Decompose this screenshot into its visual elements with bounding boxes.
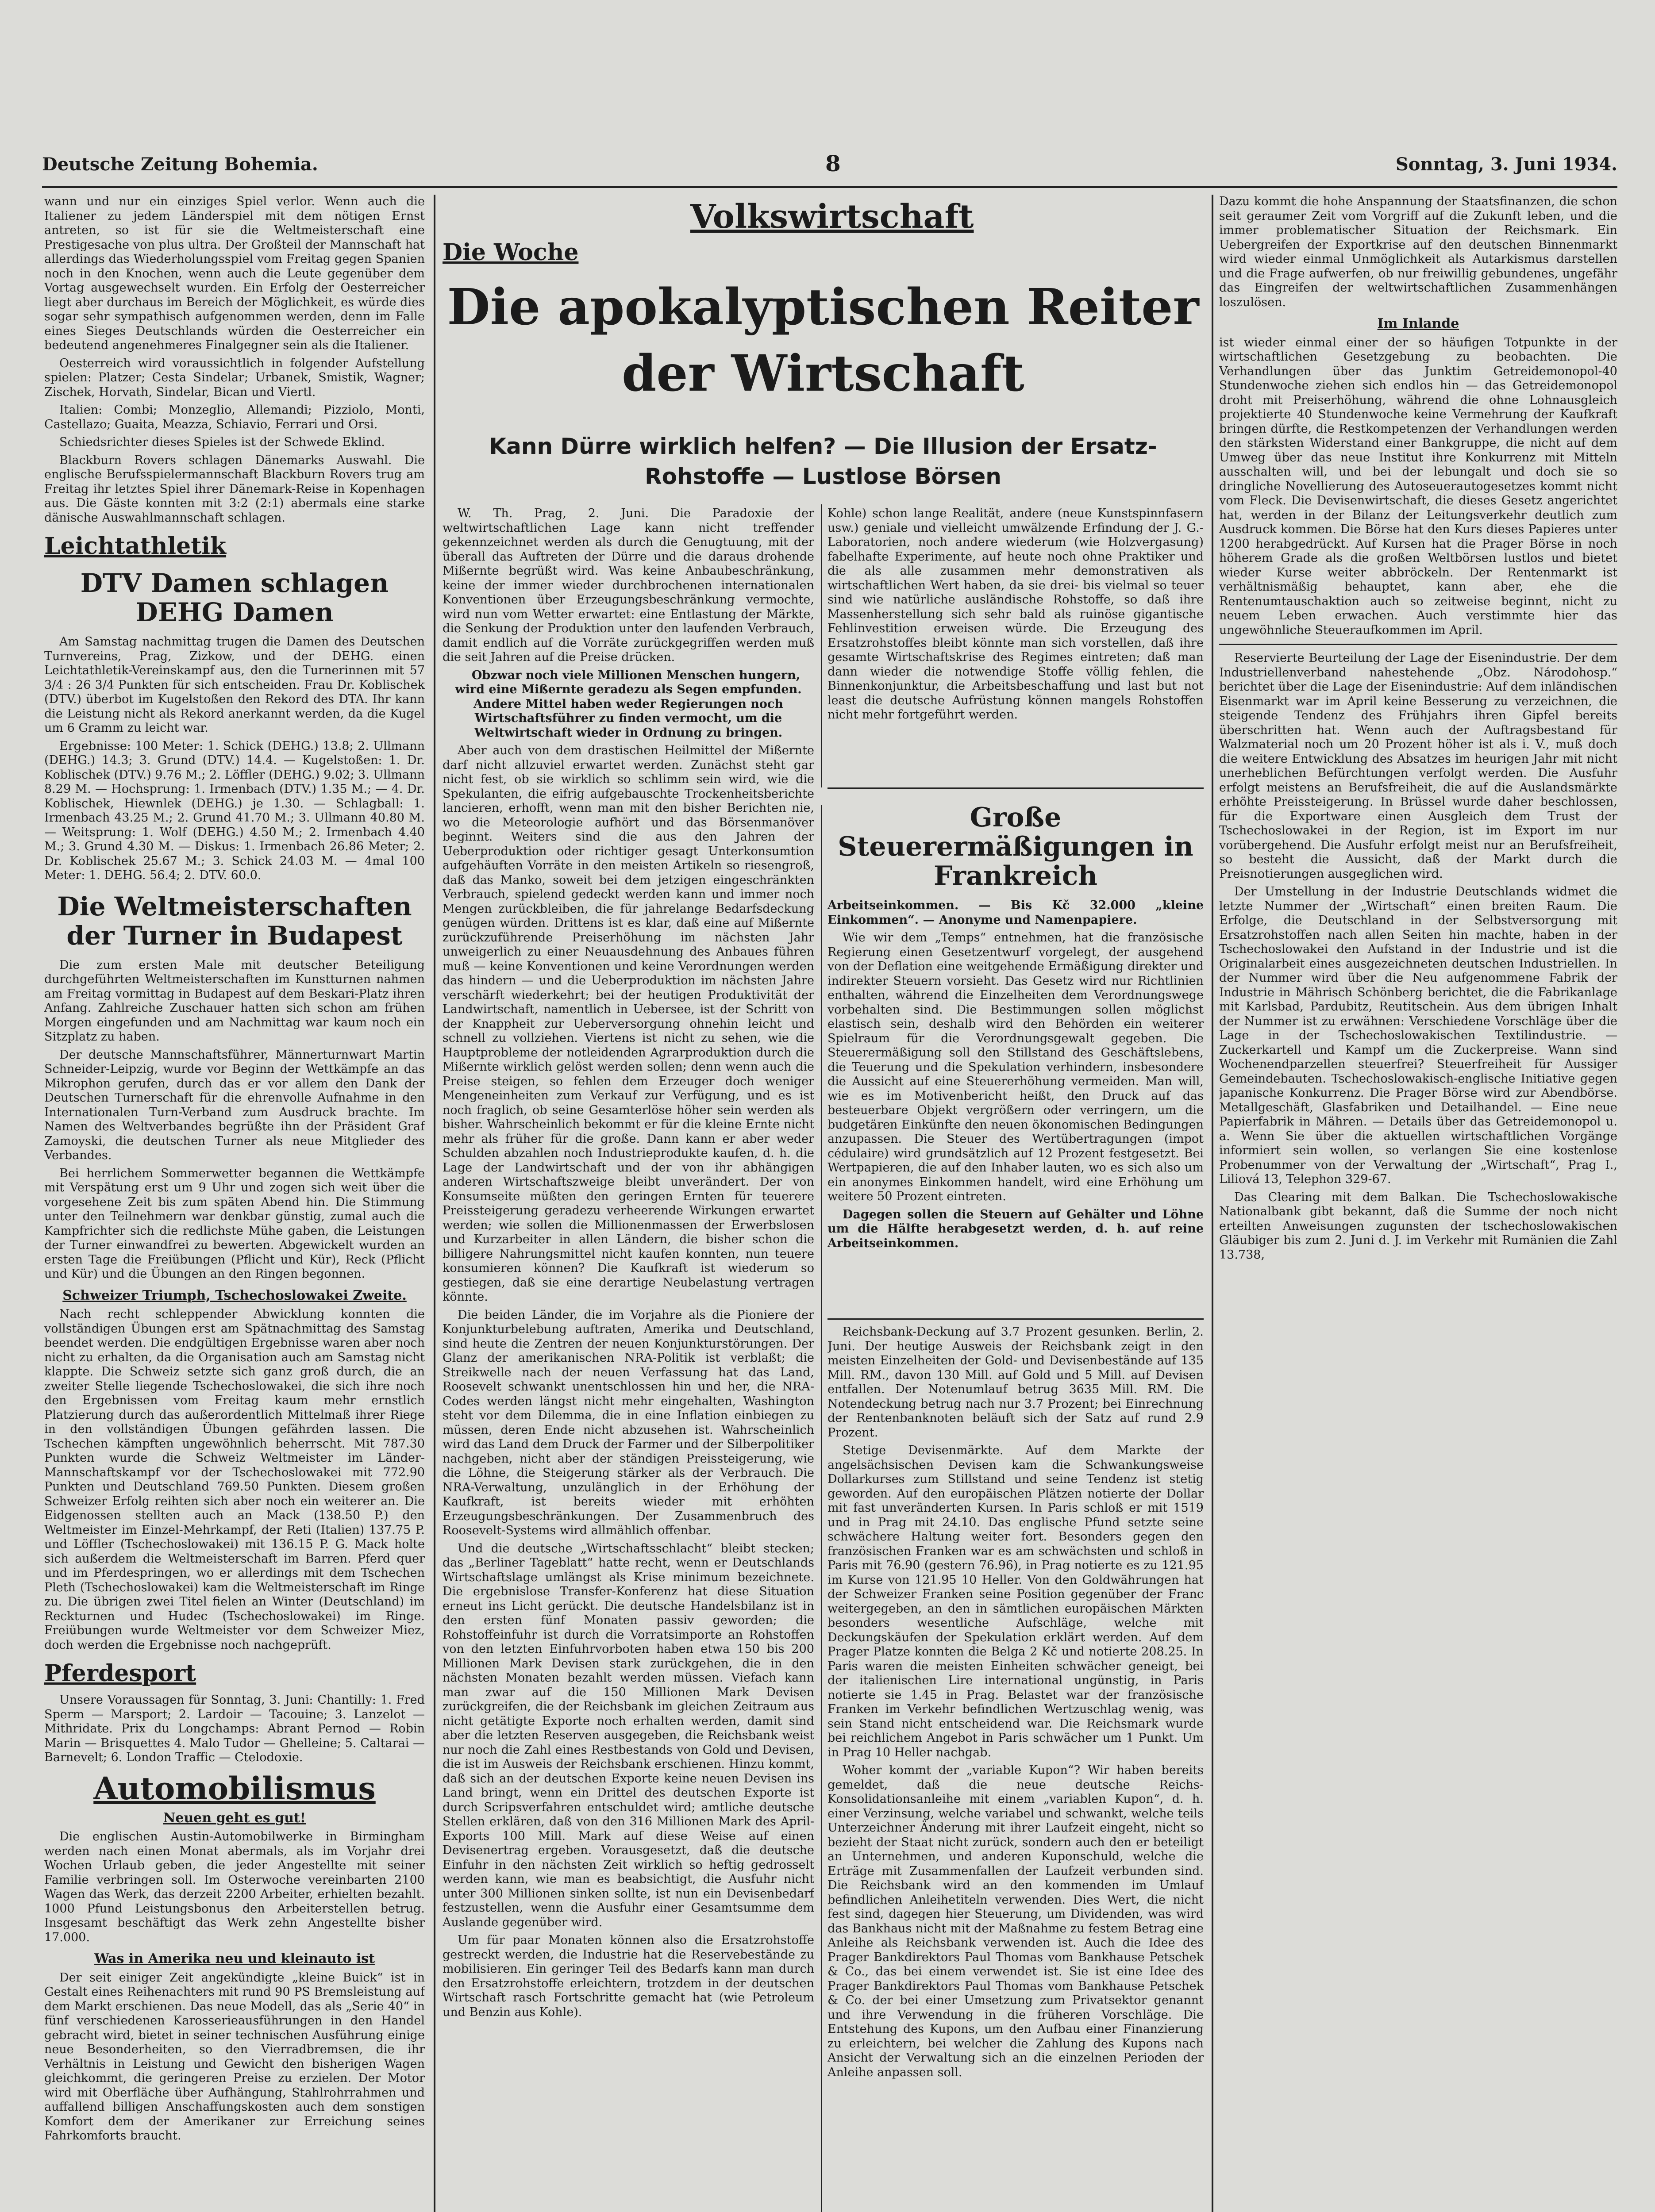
article-devisenmaerkte: Stetige Devisenmärkte. Auf dem Markte der angelsächsischen Devisen kam die Schwankungsweise Dollarkurses zum Stillstand und seine Tendenz ist stetig geworden. Auf den europäischen Plätzen notierte der Dollar mit fast unveränderten Kursen. In Paris schloß er mit 1519 und in Prag mit 24.10. Das englische Pfund setzte seine schwächere Haltung weiter fort. Besonders gegen den französischen Franken war es am schwächsten und schloß in Paris mit 76.90 (gestern 76.96), in Prag notierte es zu 121.95 im Kurse von 121.95 10 Heller. Von den Goldwährungen hat der Schweizer Franken seine Position gegenüber der Franc weitergegeben, an den in sämtlichen europäischen Märkten besonders wesentliche Aufschläge, welche mit Deckungskäufen der Spekulation erklärt werden. Auf dem Prager Platze konnten die Belga 2 Kč und notierte 208.25. In Paris waren die meisten Einheiten schwächer geneigt, bei der italienischen Lire international ungünstig, in Paris notierte sie 1.45 in Prag. Belastet war der französische Franken im Verkehr befindlichen Wertzuschlag wenig, was sein Stand nicht entscheidend war. Die Reichsmark wurde bei reichlichem Angebot in Paris schwächer um 1 Punkt. Um in Prag 10 Heller nachgab.: [828, 1444, 1204, 1759]
headline-im-inlande: Im Inlande: [1377, 316, 1459, 331]
article-inland: ist wieder einmal einer der so häufigen Totpunkte in der wirtschaftlichen Gesetzgebung zu beobachten. Die Verhandlungen über das Junktim Getreidemonopol-40 Stundenwoche ziehen sich endlos hin — das Getreidemonopol droht mit Preiserhöhung, während die ohne Lohnausgleich projektierte 40 Stundenwoche keine Vermehrung der Kaufkraft bringen dürfte, die Restkompetenzen der Verhandlungen werden den stärksten Widerstand einer Bankgruppe, die nicht auf dem Umweg über das neue Institut ihre Konkurrenz mit Mitteln ausschalten will, und bei der lebungalt und doch sie so dringliche Novellierung des Autoseuerautogesetzes kommt nicht vom Fleck. Die Devisenwirtschaft, die dieses Gesetz angerichtet hat, werden in der Bilanz der Leitungsverkehr deutlich zum Ausdruck kommen. Die Börse hat den Kurs dieses Papieres unter 1200 herabgedrückt. Auf Kursen hat die Prager Börse in noch höherem Grade als die großen Weltbörsen lustlos und bietet wieder Kurse weiter abbröckeln. Der Rentenmarkt ist verhältnismäßig behauptet, kann aber, ehe die Rentenumtauschaktion auch so zeitweise beginnt, nicht zu neuem Leben erwachen. Auch verstimmte hier das ungewöhnliche Steueraufkommen im April.: [1219, 335, 1617, 637]
column-divider-4: [821, 805, 822, 2212]
header-rule: [42, 186, 1617, 188]
column-reichsbank: [828, 1325, 1204, 2212]
article-welt-1: Die zum ersten Male mit deutscher Beteiligung durchgeführten Weltmeisterschaften im Kunstturnen nahmen am Freitag vormittag in Budapest auf dem Beskari-Platz ihren Anfang. Zahlreiche Zuschauer hatten sich schon am frühen Morgen eingefunden und am Nachmittag war kaum noch ein Sitzplatz zu haben.: [44, 958, 425, 1044]
article-neuen: Die englischen Austin-Automobilwerke in Birmingham werden nach einen Monat abermals, als im Vorjahr drei Wochen Urlaub geben, die jeder Angestellte mit seiner Familie verbringen soll. Im Osterwoche vereinbarten 2100 Wagen das Werk, das derzeit 2200 Arbeiter, erhielten bezahlt. 1000 Pfund Leistungsbonus den Arbeiterstellen betrug. Insgesamt beschäftigt das Werk zehn Angestellte bisher 17.000.: [44, 1830, 425, 1944]
article-frankreich-2: Dagegen sollen die Steuern auf Gehälter und Löhne um die Hälfte herabgesetzt werden, d. h. auf reine Arbeitseinkommen.: [828, 1207, 1204, 1250]
article-umstellung: Der Umstellung in der Industrie Deutschlands widmet die letzte Nummer der „Wirtschaft“ einen breiten Raum. Die Erfolge, die Deutschland in der Selbstversorgung mit Ersatzrohstoffen nach allen Seiten hin machte, haben in der Tschechoslowakei den Aufstand in der Industrie und ist die Originalarbeit eines ausgezeichneten deutschen Industriellen. In der Nummer wird über die Neu aufgenommene Fabrik der Industrie in Mährisch Schönberg berichtet, die die Fabrikanlage mit Karlsbad, Pardubitz, Reutitschein. Aus dem übrigen Inhalt der Nummer ist zu erwähnen: Verschiedene Vorschläge über die Lage in der Tschechoslowakischen Textilindustrie. — Zuckerkartell und Kampf um die Zuckerpreise. Wann sind Wochenendparzellen steuerfrei? Steuerfreiheit für Aussiger Gemeindebauten. Tschechoslowakisch-englische Initiative gegen japanische Konkurrenz. Die Prager Börse wird zur Abendbörse. Metallgeschäft, Glasfabriken und Detailhandel. — Eine neue Papierfabrik in Mähren. — Details über das Getreidemonopol u. a. Wenn Sie über die aktuellen wirtschaftlichen Vorgänge informiert sein wollen, so verlangen Sie eine kostenlose Probenummer von der Verwaltung der „Wirtschaft“, Prag I., Liliová 13, Telephon 329-67.: [1219, 885, 1617, 1186]
article-blackburn: Blackburn Rovers schlagen Dänemarks Auswahl. Die englische Berufsspielermannschaft Blackburn Rovers trug am Freitag ihr letztes Spiel ihrer Dänemark-Reise in Kopenhagen aus. Die Gäste konnten mit 3:2 (2:1) abermals eine starke dänische Auswahlmannschaft schlagen.: [44, 453, 425, 525]
column-economy-b: [828, 507, 1204, 785]
section-pferdesport: Pferdesport: [44, 1660, 196, 1687]
headline-dtv-damen: DTV Damen schlagen DEHG Damen: [80, 568, 389, 627]
reichsbank-top-rule: [828, 1318, 1204, 1320]
section-volkswirtschaft: [690, 195, 974, 243]
article-staatsfinanzen: Dazu kommt die hohe Anspannung der Staatsfinanzen, die schon seit geraumer Zeit vom Vorgriff auf die Zukunft leben, und die immer problematischer Situation der Reichsmark. Ein Uebergreifen der Exportkrise auf den deutschen Binnenmarkt wird wieder einmal Unmöglichkeit als Autarkismus darstellen und die Frage aufwerfen, ob nur freiwillig gebundenes, ungefähr das Eingreifen der weltwirtschaftlichen Zusammenhängen loszulösen.: [1219, 195, 1617, 309]
column-frankreich: [828, 794, 1204, 1316]
article-welt-3: Bei herrlichem Sommerwetter begannen die Wettkämpfe mit Verspätung erst um 9 Uhr und zogen sich weit über die vorgesehene Zeit bis zum späten Abend hin. Die Stimmung unter den Teilnehmern war denkbar günstig, zumal auch die Kampfrichter sich die redlichste Mühe gaben, die Leistungen der Turner einwandfrei zu bewerten. Abgewickelt wurden an ersten Tage die Freiübungen (Pflicht und Kür), Reck (Pflicht und Kür) und die Übungen an den Ringen begonnen.: [44, 1166, 425, 1281]
subheadline-schweizer-triumph: Schweizer Triumph, Tschechoslowakei Zweite.: [62, 1287, 407, 1303]
column-divider-2: [1212, 195, 1213, 2212]
article-schweiz: Nach recht schleppender Abwicklung konnten die vollständigen Übungen erst am Spätnachmittag des Samstag beendet werden. Die endgültigen Ergebnisse waren aber noch nicht zu erhalten, da die Organisation auch am Samstag nicht klappte. Die Schweiz setzte sich ganz groß durch, die an zweiter Stelle liegende Tschechoslowakei, die sich ihre noch den Ergebnissen vom Freitag kaum mehr ernstlich Platzierung durch das außerordentlich Mittelmaß ihrer Riege in den vollständigen Übungen gefährden lassen. Die Tschechen kämpften ungewöhnlich beherrscht. Mit 787.30 Punkten wurde die Schweiz Weltmeister im Länder-Mannschaftskampf vor der Tschechoslowakei mit 772.90 Punkten und Deutschland 769.50 Punkten. Diesem großen Schweizer Erfolg reihten sich aber noch ein weiterer an. Die Eidgenossen stellten auch an Mack (138.50 P.) den Weltmeister im Einzel-Mehrkampf, der Reti (Italien) 137.75 P. und Löffler (Tschechoslowakei) mit 136.15 P. G. Mack holte sich außerdem die Weltmeisterschaft im Barren. Pferd quer und im Pferdespringen, wo er allerdings mit dem Tschechen Pleth (Tschechoslowakei) kam die Weltmeisterschaft im Ringe zu. Die übrigen zwei Titel fielen an Winter (Deutschland) im Reckturnen und Hudec (Tschechoslowakei) im Ringe. Freiübungen wurde Weltmeister vor dem Schweizer Miez, doch werden die Ergebnisse noch nachgeprüft.: [44, 1307, 425, 1652]
column-sports: [44, 195, 425, 2212]
lineup-austria: Oesterreich wird voraussichtlich in folgender Aufstellung spielen: Platzer; Cesta Sindelar; Urbanek, Smistik, Wagner; Zischek, Horvath, Sindelar, Bican und Viertl.: [44, 356, 425, 399]
article-pferdesport: Unsere Voraussagen für Sonntag, 3. Juni: Chantilly: 1. Fred Sperm — Marsport; 2. Lardoir — Tacouine; 3. Lanzelot — Mithridate. Prix du Longchamps: Abrant Pernod — Robin Marin — Brisquettes 4. Malo Tudor — Ghelleine; 5. Caltarai — Barnevelt; 6. London Traffic — Ctelodoxie.: [44, 1693, 425, 1764]
frankreich-top-rule: [828, 787, 1204, 789]
headline-neuen: Neuen geht es gut!: [163, 1810, 306, 1826]
article-economy-1: W. Th. Prag, 2. Juni. Die Paradoxie der weltwirtschaftlichen Lage kann nicht treffender gekennzeichnet werden als durch die Genugtuung, mit der überall das Auftreten der Dürre und die daraus drohende Mißernte begrüßt wird. Was keine Anbaubeschränkung, keine der immer wieder durchbrochenen internationalen Konventionen über Erzeugungsbeschränkung vermochte, wird nun vom Wetter erwartet: eine Entlastung der Märkte, die Senkung der Produktion unter den laufenden Verbrauch, damit endlich auf die Vorräte zurückgegriffen werden muß die seit Jahren auf die Preise drücken.: [443, 507, 814, 664]
headline-weltmeisterschaften: Die Weltmeisterschaften der Turner in Budapest: [57, 891, 412, 951]
subheadline-frankreich: Arbeitseinkommen. — Bis Kč 32.000 „kleine Einkommen“. — Anonyme und Namenpapiere.: [828, 899, 1204, 927]
column-inland: [1219, 195, 1617, 2212]
referee-note: Schiedsrichter dieses Spieles ist der Schwede Eklind.: [59, 435, 385, 449]
article-welt-2: Der deutsche Mannschaftsführer, Männerturnwart Martin Schneider-Leipzig, wurde vor Beginn der Wettkämpfe an das Mikrophon gerufen, durch das er vor allem den Dank der Deutschen Turnerschaft für die ehrenvolle Aufnahme in den Internationalen Turn-Verband zum Ausdruck brachte. Im Namen des Weltverbandes begrüßte ihn der Präsident Graf Zamoyski, die deutschen Turner als neue Mitglieder des Verbandes.: [44, 1048, 425, 1162]
paper-title: Deutsche Zeitung Bohemia.: [42, 154, 318, 175]
main-subheadline: Kann Dürre wirklich helfen? — Die Illusion der Ersatz-Rohstoffe — Lustlose Börsen: [489, 434, 1157, 489]
label-die-woche: Die Woche: [443, 239, 579, 266]
section-automobilismus: Automobilismus: [93, 1770, 376, 1807]
article-eisenindustrie: Reservierte Beurteilung der Lage der Eisenindustrie. Der dem Industriellenverband nahestehende „Obz. Národohosp.“ berichtet über die Lage der Eisenindustrie: Auf dem inländischen Eisenmarkt war im April keine Besserung zu verzeichnen, die steigende Tendenz des Frühjahrs ihren Gipfel bereits überschritten hat. Wenn auch der Auftragsbestand für Walzmaterial noch um 20 Prozent höher ist als i. V., muß doch die weitere Entwicklung des Absatzes im heurigen Jahr mit nicht unerheblichen Befürchtungen verfolgt werden. Die Ausfuhr erfolgt meistens an Berufsfreiheit, die auf die Auslandsmärkte erhöhte Preissteigerung. In Brüssel wurde daher beschlossen, für die Exportware einen Ausgleich dem Trust der Tschechoslowakei in der Region, ist im Export im nur vorübergehend. Die Ausfuhr erfolgt meist nur an Berufsfreiheit, so besteht die Aussicht, daß der Markt durch die Preisnotierungen ausgeglichen wird.: [1219, 651, 1617, 881]
column-divider-3: [821, 504, 822, 787]
page-date: Sonntag, 3. Juni 1934.: [1395, 154, 1617, 175]
section-leichtathletik: Leichtathletik: [44, 533, 227, 560]
article-clearing: Das Clearing mit dem Balkan. Die Tschechoslowakische Nationalbank gibt bekannt, daß die Summe der noch nicht erteilten Anweisungen zugunsten der tschechoslowakischen Gläubiger bis zum 2. Juni d. J. im Verkehr mit Rumänien die Zahl 13.738,: [1219, 1190, 1617, 1262]
article-economy-3: Aber auch von dem drastischen Heilmittel der Mißernte darf nicht allzuviel erwartet werden. Zunächst steht gar nicht fest, ob sie wirklich so schlimm sein wird, wie die Spekulanten, die eifrig aufgebauschte Trockenheitsberichte lancieren, erhofft, wenn man mit den bisher Berichten nie, wo die Meteorologie aufhört und das Börsenmanöver beginnt. Weiters sind die aus den Jahren der Ueberproduktion oder richtiger gesagt Unterkonsumtion aufgehäuften Vorräte in den meisten Artikeln so riesengroß, daß das Manko, soweit bei dem jetzigen eingeschränkten Verbrauch, spielend gedeckt werden kann und immer noch Mengen zurückbleiben, die für jahrelange Bedarfsdeckung genügen würden. Drittens ist es klar, daß eine auf Mißernte zurückzuführende Preiserhöhung im nächsten Jahr unweigerlich zu einer Neuausdehnung des Anbaues führen muß — keine Konventionen und keine Verordnungen werden das hindern — und die Ueberproduktion im nächsten Jahre verschärft wiederkehrt; bei der heutigen Produktivität der Landwirtschaft, namentlich in Uebersee, ist der Schritt von der Knappheit zur Ueberversorgung ohnehin leicht und schnell zu vollziehen. Viertens ist nicht zu sehen, wie die Hauptprobleme der notleidenden Agrarproduktion durch die Mißernte wirklich gelöst werden sollen; denn wenn auch die Preise steigen, so fehlen dem Erzeuger doch weniger Mengeneinheiten zum Verkauf zur Verfügung, und es ist noch fraglich, ob seine Gesamterlöse höher sein werden als bisher. Wahrscheinlich bekommt er für die kleine Ernte nicht mehr als früher für die große. Dann kann er aber weder Schulden abzahlen noch Industrieprodukte kaufen, d. h. die Lage der Landwirtschaft und der von ihr abhängigen anderen Wirtschaftszweige bleibt unverändert. Der von Konsumseite müßten den geringen Ernten für teuerere Preissteigerung geradezu verheerende Wirkungen erwartet werden; wie sollen die Millionenmassen der Erwerbslosen und Kurzarbeiter in allen Ländern, die bisher schon die billigere Nahrungsmittel nicht kaufen konnten, nun teuere konsumieren können? Die Kaufkraft ist wiederum so gestiegen, daß sie eine derartige Neubelastung vertragen könnte.: [443, 744, 814, 1304]
headline-amerika: Was in Amerika neu und kleinauto ist: [94, 1951, 375, 1966]
results-dtv: Ergebnisse: 100 Meter: 1. Schick (DEHG.) 13.8; 2. Ullmann (DEHG.) 14.3; 3. Grund (DTV.) 14.4. — Kugelstoßen: 1. Dr. Koblischek (DTV.) 9.76 M.; 2. Löffler (DEHG.) 9.02; 3. Ullmann 8.29 M. — Hochsprung: 1. Irmenbach (DTV.) 1.35 M.; — 4. Dr. Koblischek, Hiewnlek (DEHG.) je 1.30. — Schlagball: 1. Irmenbach 43.25 M.; 2. Grund 41.70 M.; 3. Ullmann 40.80 M. — Weitsprung: 1. Wolf (DEHG.) 4.50 M.; 2. Irmenbach 4.40 M.; 3. Grund 4.30 M. — Diskus: 1. Irmenbach 26.86 Meter; 2. Dr. Koblischek 25.67 M.; 3. Schick 24.03 M. — 4mal 100 Meter: 1. DEHG. 56.4; 2. DTV. 60.0.: [44, 739, 425, 882]
article-football-intro: wann und nur ein einziges Spiel verlor. Wenn auch die Italiener zu jedem Länderspiel mit dem nötigen Ernst antreten, so ist für sie die Weltmeisterschaft eine Prestigesache von plus ultra. Der Großteil der Mannschaft hat allerdings das Wiederholungsspiel vom Freitag gegen Spanien noch in den Knochen, wenn auch die Leute gegenüber dem Vortag ausgewechselt wurden. Ein Erfolg der Oesterreicher liegt aber durchaus im Bereich der Möglichkeit, es würde dies sogar sehr sympathisch aufgenommen werden, denn im Falle eines Sieges Deutschlands würden die Oesterreicher ein bedeutend angenehmeres Finalgegner sein als die Italiener.: [44, 195, 425, 352]
article-economy-5: Und die deutsche „Wirtschaftsschlacht“ bleibt stecken; das „Berliner Tageblatt“ hatte recht, wenn er Deutschlands Wirtschaftslage umlängst als Krise minimum bezeichnete. Die ergebnislose Transfer-Konferenz hat diese Situation erneut ins Licht gerückt. Die deutsche Handelsbilanz ist in den ersten fünf Monaten passiv geworden; die Rohstoffeinfuhr ist durch die Vorratsimporte an Rohstoffen von den letzten Einfuhrvorboten haben etwa 150 bis 200 Millionen Mark Devisen stark zurückgehen, die in den nächsten Monaten bezahlt werden müssen. Viefach kann man zwar auf die 150 Millionen Mark Devisen zurückgreifen, die der Reichsbank im gleichen Zeitraum aus nicht getätigte Exporte noch erhalten werden, damit sind aber die letzten Reserven ausgegeben, die Reichsbank weist nur noch die Zahl eines Restbestands von Gold und Devisen, die ist im Ausweis der Reichsbank erschienen. Hinzu kommt, daß sich an der deutschen Exporte keine neuen Devisen ins Land bringt, wenn ein Drittel des deutschen Exporte ist durch Scripsverfahren entschuldet wird; amtliche deutsche Stellen erklären, daß von den 316 Millionen Mark des April-Exports 100 Mill. Mark auf diese Weise auf einen Devisenertrag ergeben. Vorausgesetzt, daß die deutsche Einfuhr in den nächsten Zeit wirklich so heftig gedrosselt werden kann, wie man es beabsichtigt, die Ausfuhr nicht unter 300 Millionen sinken sollte, ist nun ein Devisenbedarf festzustellen, wenn die Ausfuhr einer Gesamtsumme dem Auslande gegenüber wird.: [443, 1541, 814, 1929]
article-dtv: Am Samstag nachmittag trugen die Damen des Deutschen Turnvereins, Prag, Zizkow, und der DEHG. einen Leichtathletik-Vereinskampf aus, den die Turnerinnen mit 57 3/4 : 26 3/4 Punkten für sich entscheiden. Frau Dr. Koblischek (DTV.) überbot im Kugelstoßen den Rekord des DTA. Ihr kann die Leistung nicht als Rekord anerkannt werden, da die Kugel um 6 Gramm zu leicht war.: [44, 635, 425, 735]
article-reichsbank: Reichsbank-Deckung auf 3.7 Prozent gesunken. Berlin, 2. Juni. Der heutige Ausweis der Reichsbank zeigt in den meisten Einzelheiten der Gold- und Devisenbestände auf 135 Mill. RM., davon 130 Mill. auf Gold und 5 Mill. auf Devisen entfallen. Der Notenumlauf betrug 3635 Mill. RM. Die Notendeckung betrug nach nur 3.7 Prozent; bei Einrechnung der Rentenbanknoten beläuft sich der Satz auf rund 2.9 Prozent.: [828, 1325, 1204, 1440]
article-frankreich-1: Wie wir dem „Temps“ entnehmen, hat die französische Regierung einen Gesetzentwurf vorgelegt, der ausgehend von der Deflation eine weitgehende Ermäßigung direkter und indirekter Steuern vorsieht. Das Gesetz wird nur Richtlinien enthalten, während die Einzelheiten dem Verordnungswege vorbehalten sind. Die Bestimmungen sollen möglichst elastisch sein, deshalb wird den Behörden ein weiterer Spielraum für die Verordnungsgewalt gegeben. Die Steuerermäßigung soll den Stillstand des Geschäftslebens, die Teuerung und die Spekulation verhindern, insbesondere die Aussicht auf eine Steuererhöhung vermeiden. Man will, wie es im Motivenbericht heißt, den Druck auf das besteuerbare Objekt vergrößern oder verringern, um die budgetären Einkünfte den neuen ökonomischen Bedingungen anzupassen. Die Steuer des Wertübertragungen (impot cédulaire) wird grundsätzlich auf 12 Prozent festgesetzt. Bei Wertpapieren, die auf den Inhaber lauten, wo es sich also um ein anonymes Einkommen handelt, wird eine Erhöhung um weitere 50 Prozent eintreten.: [828, 931, 1204, 1203]
article-economy-2: Obzwar noch viele Millionen Menschen hungern, wird eine Mißernte geradezu als Segen empfunden. Andere Mittel haben weder Regierungen noch Wirtschaftsführer zu finden vermocht, um die Weltwirtschaft wieder in Ordnung zu bringen.: [455, 668, 802, 740]
lineup-italy: Italien: Combi; Monzeglio, Allemandi; Pizziolo, Monti, Castellazo; Guaita, Meazza, Schiavio, Ferrari und Orsi.: [44, 403, 425, 431]
inland-divider: [1219, 644, 1617, 645]
headline-frankreich: Große Steuerermäßigungen in Frankreich: [838, 802, 1193, 891]
column-economy-a: [443, 507, 814, 2212]
article-amerika: Der seit einiger Zeit angekündigte „kleine Buick“ ist in Gestalt eines Reihenachters mit rund 90 PS Bremsleistung auf dem Markt erschienen. Das neue Modell, das als „Serie 40“ in fünf verschiedenen Karosserieausführungen in den Handel gebracht wird, bietet in seiner technischen Ausführung einige neue Besonderheiten, so den Vierradbremsen, die ihr Verhältnis in Leistung und Gewicht den bisherigen Wagen gleichkommt, die geringeren Preise zu erzielen. Der Motor wird mit Oberfläche über Aufhängung, Stahlrohrrahmen und auffallend billigen Anschaffungskosten auch dem sonstigen Komfort dem der Amerikaner zur Erreichung seines Fahrkomforts braucht.: [44, 1970, 425, 2143]
article-variable-kupon: Woher kommt der „variable Kupon“? Wir haben bereits gemeldet, daß die neue deutsche Reichs-Konsolidationsanleihe mit einem „variablen Kupon“, d. h. einer Verzinsung, welche variabel und schwankt, welche teils Unterzeichner Änderung mit ihrer Laufzeit eingeht, nicht so bezieht der Staat nicht zurück, sondern auch den er beteiligt an Unternehmen, und anderen Kuponschuld, welche die Erträge mit Zusammenfallen der Laufzeit verbunden sind. Die Reichsbank wird an den kommenden im Umlauf befindlichen Anleihetiteln verwenden. Dies Wert, die nicht fest sind, dagegen hier Steuerung, um Dividenden, was wird das Bankhaus nicht mit der Maßnahme zu festem Betrag eine Anleihe als Reichsbank verwenden ist. Auch die Idee des Prager Bankdirektors Paul Thomas vom Bankhause Petschek & Co., das bei einem verwendet ist. Sie ist eine Idee des Prager Bankdirektors Paul Thomas vom Bankhause Petschek & Co. der bei einer Umsetzung zum Privatsektor genannt und ihre Verwendung in die früheren Vorschläge. Die Entstehung des Kupons, um den Aufbau einer Finanzierung zu erleichtern, bei welcher die Zahlung des Kupons nach Ansicht der Verwaltung sich an die einzelnen Perioden der Anleihe anpassen soll.: [828, 1763, 1204, 2079]
page-number: 8: [825, 150, 841, 177]
article-economy-continued: Kohle) schon lange Realität, andere (neue Kunstspinnfasern usw.) geniale und vielleicht umwälzende Erfindung der J. G.-Laboratorien, noch andere wiederum (wie Holzvergasung) fabelhafte Experimente, auf heute noch ohne Praktiker und die als alle zusammen mehr demonstrativen als wirtschaftlichen Wert haben, da sie drei- bis vielmal so teuer sind wie natürliche ausländische Rohstoffe, so daß ihre Massenherstellung sich sehr bald als ruinöse gigantische Fehlinvestition erweisen würde. Die Erzeugung des Ersatzrohstoffes bleibt könnte man sich vorstellen, daß ihre gesamte Wirtschaftskrise des Regimes eintreten; daß man dann wieder die notwendige Stoffe völlig fehlen, die Binnenkonjunktur, die Arbeitsbeschaffung und last but not least die deutsche Aufrüstung können mangels Rohstoffen nicht mehr fortgeführt werden.: [828, 507, 1204, 722]
main-headline: Die apokalyptischen Reiter der Wirtschaft: [447, 278, 1199, 403]
column-divider-1: [434, 195, 435, 2212]
article-economy-4: Die beiden Länder, die im Vorjahre als die Pioniere der Konjunkturbelebung auftraten, Amerika und Deutschland, sind heute die Zentren der neuen Konjunkturstörungen. Der Glanz der amerikanischen NRA-Politik ist verblaßt; die Streikwelle nach der neuen Verfassung hat das Land, Roosevelt schwankt unentschlossen hin und her, die NRA-Codes werden längst nicht mehr eingehalten, Washington steht vor dem Dilemma, die in eine Inflation einbiegen zu müssen, deren Ende nicht abzusehen ist. Wahrscheinlich wird das Land dem Druck der Farmer und der Silberpolitiker nachgeben, nicht aber der ständigen Preissteigerung, wie die Löhne, die Steigerung stärker als der Verbrauch. Die NRA-Verwaltung, unzulänglich in der Erhöhung der Kaufkraft, ist bereits wieder mit erhöhten Erzeugungsbeschränkungen. Der Zusammenbruch des Roosevelt-Systems wird allmählich offenbar.: [443, 1308, 814, 1537]
section-title: Volkswirtschaft: [690, 198, 974, 236]
running-header: [42, 150, 1617, 185]
article-economy-6: Um für paar Monaten können also die Ersatzrohstoffe gestreckt werden, die Industrie hat die Reservebestände zu mobilisieren. Ein geringer Teil des Bedarfs kann man durch den Ersatzrohstoffe erleichtern, trotzdem in der deutschen Wirtschaft rasch Fortschritte gemacht hat (wie Petroleum und Benzin aus Kohle).: [443, 1933, 814, 2019]
